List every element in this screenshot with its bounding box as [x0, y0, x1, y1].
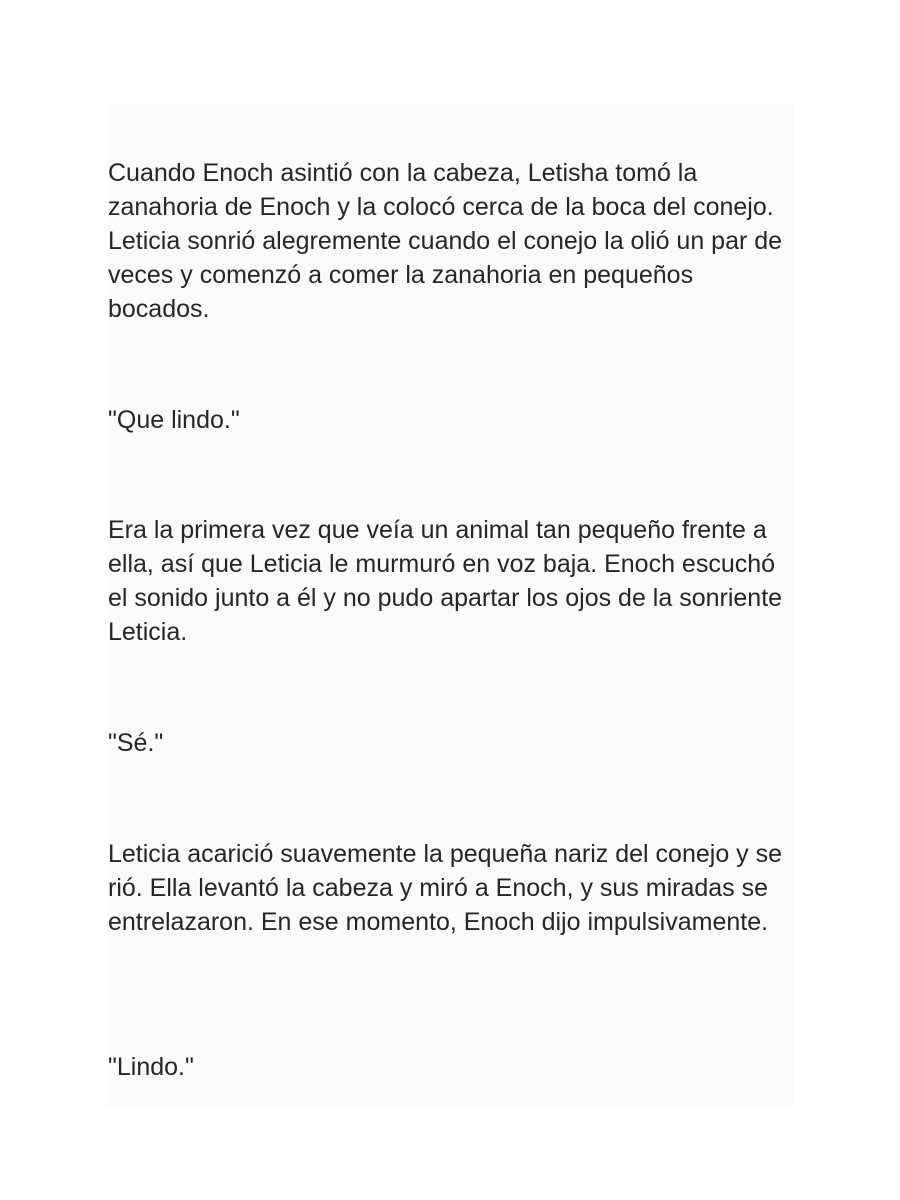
- text-block: [108, 104, 794, 1107]
- paragraph-dialogue-que-lindo: "Que lindo.": [108, 406, 240, 434]
- paragraph-narration-nose: Leticia acarició suavemente la pequeña nariz del conejo y se rió. Ella levantó la cabeza y miró a Enoch, y sus miradas se entrelazaron. En ese momento, Enoch dijo impulsivamente.: [108, 840, 783, 936]
- paragraph-narration-carrot: Cuando Enoch asintió con la cabeza, Letisha tomó la zanahoria de Enoch y la colocó cerca de la boca del conejo. Leticia sonrió alegremente cuando el conejo la olió un par de veces y comenzó a comer la zanahoria en pequeños bocados.: [108, 159, 783, 323]
- paragraph-dialogue-lindo: "Lindo.": [108, 1053, 194, 1081]
- paragraph-dialogue-se: "Sé.": [108, 729, 164, 757]
- paragraph-narration-small-animal: Era la primera vez que veía un animal tan pequeño frente a ella, así que Leticia le murmuró en voz baja. Enoch escuchó el sonido junto a él y no pudo apartar los ojos de la sonriente Leticia.: [108, 516, 783, 646]
